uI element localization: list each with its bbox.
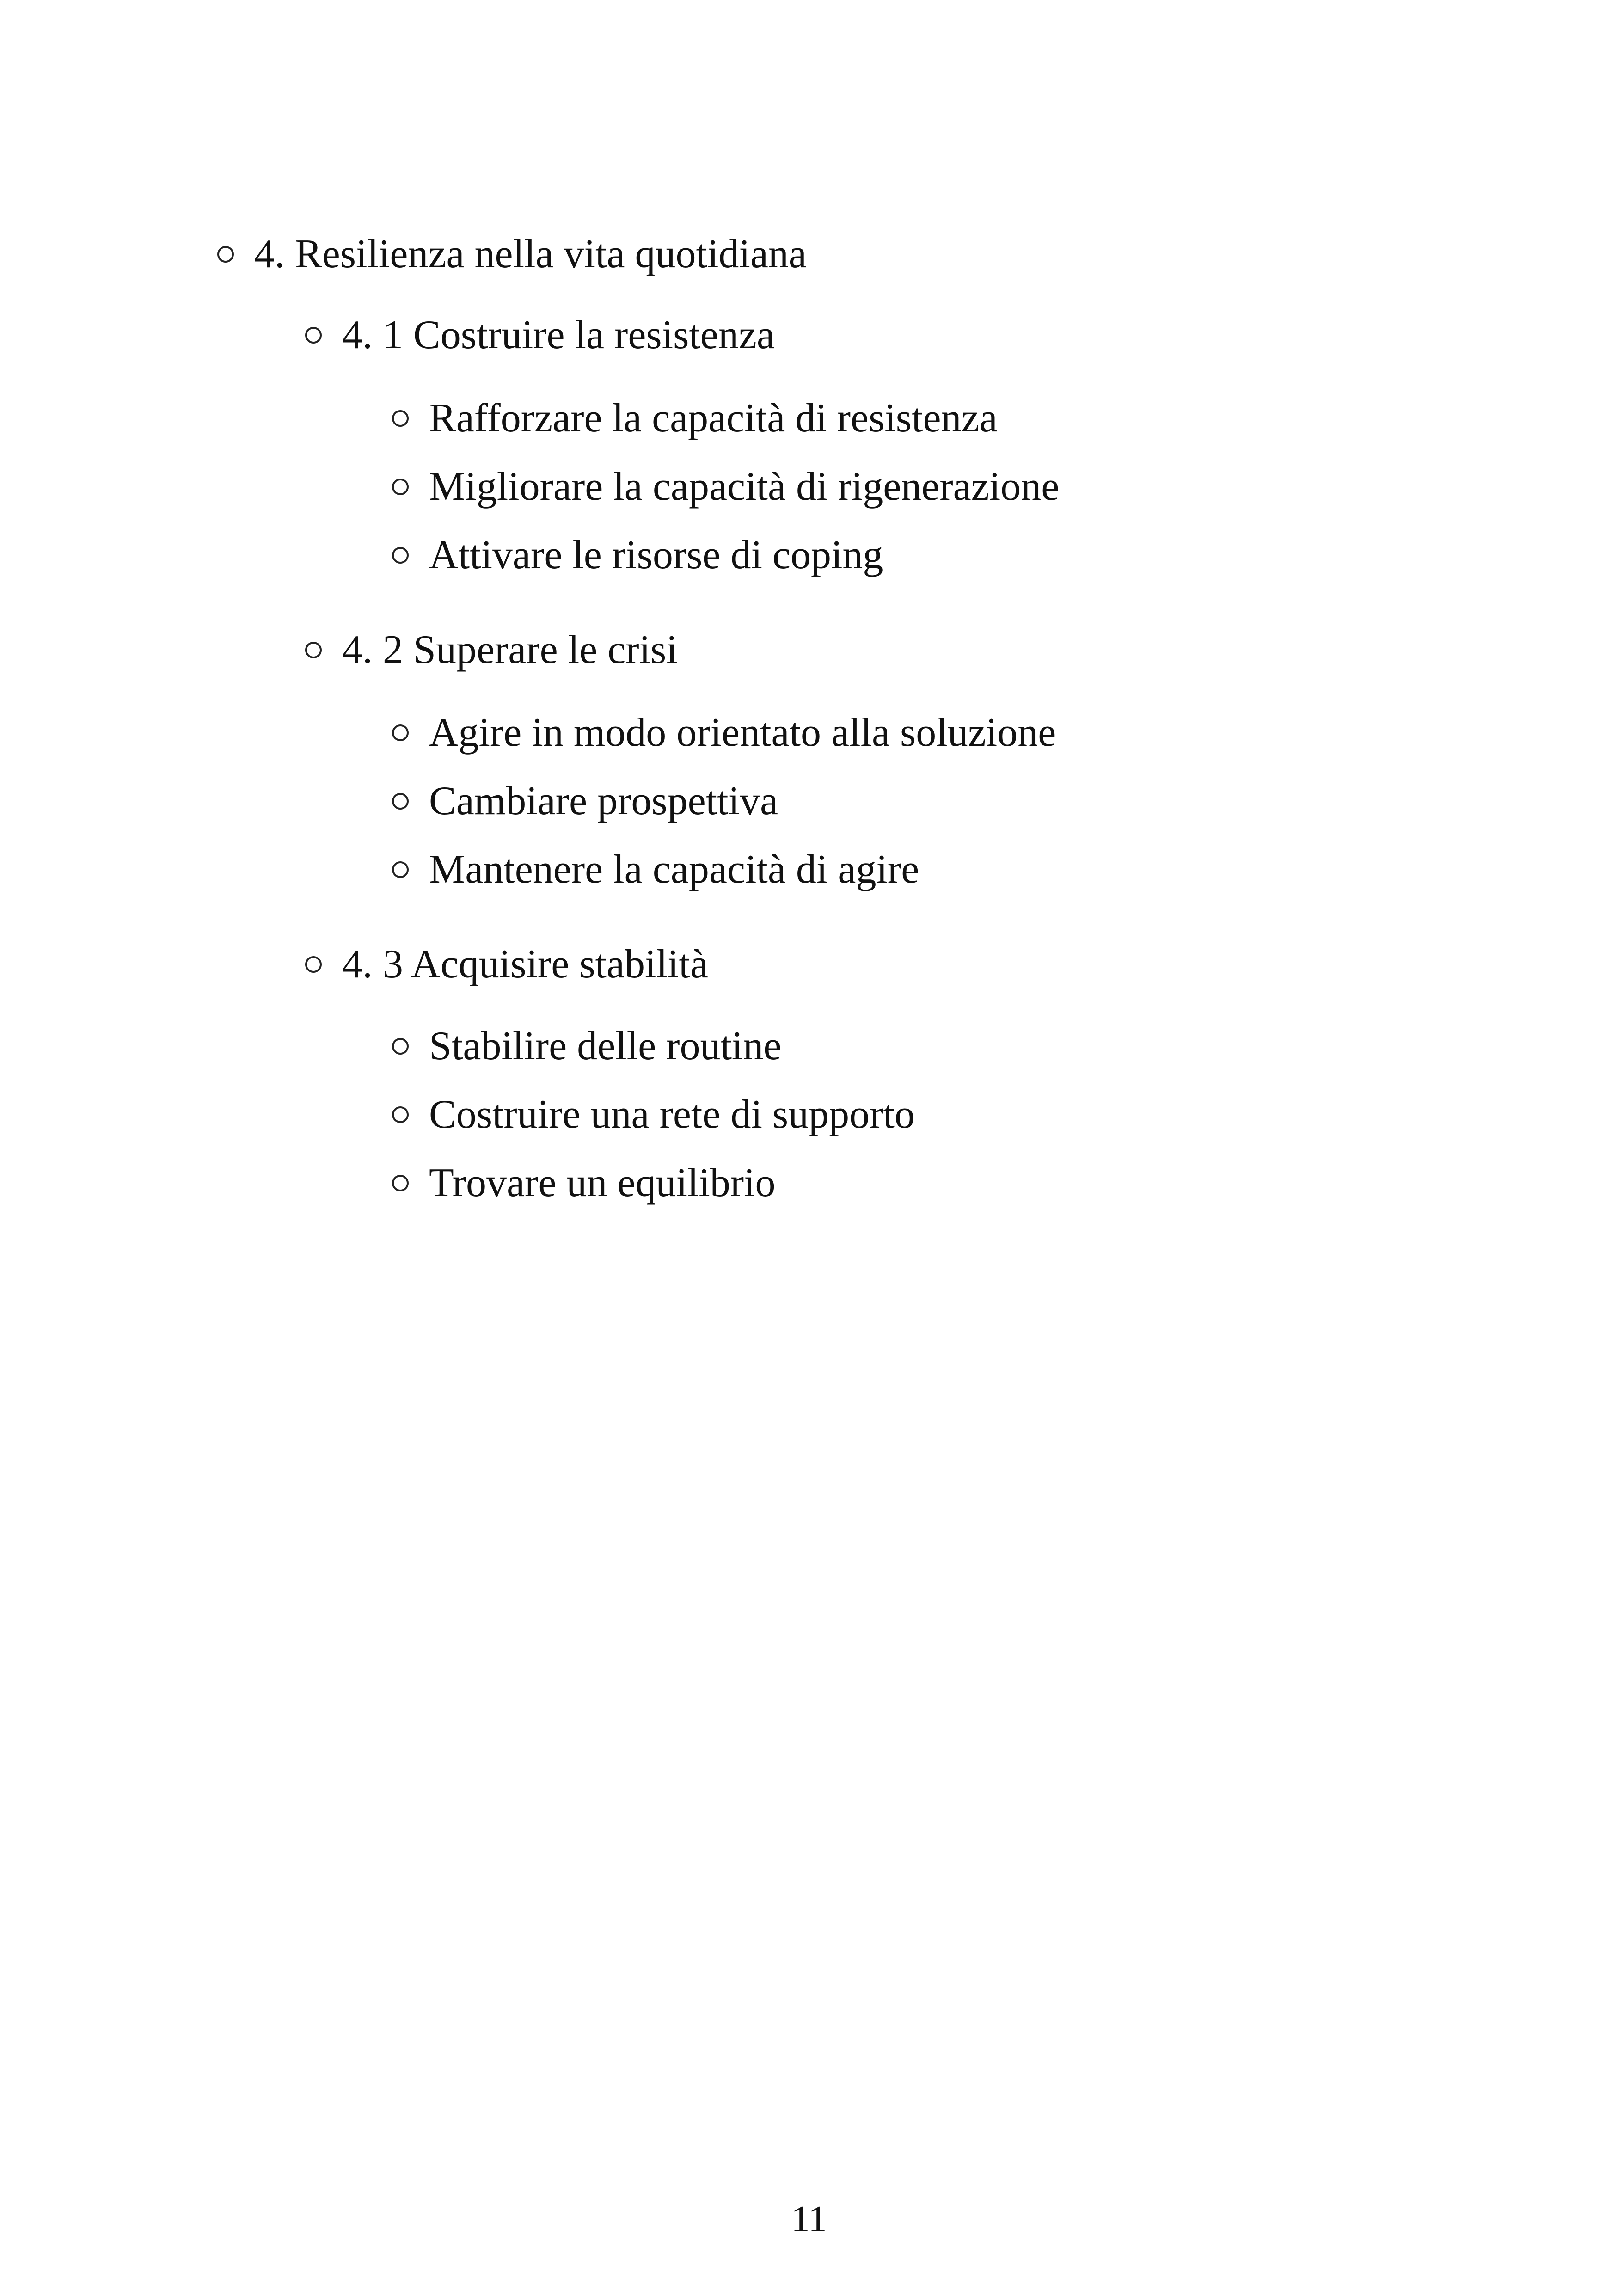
section-heading <box>305 312 775 358</box>
list-item-text: Migliorare la capacità di rigenerazione <box>429 464 1060 509</box>
page-number: 11 <box>791 2199 827 2240</box>
list-item <box>392 464 1059 510</box>
section-heading <box>305 941 708 988</box>
hollow-bullet-icon <box>392 1106 409 1123</box>
list-item <box>392 710 1056 756</box>
section-heading <box>305 627 678 673</box>
section-title: 4. 1 Costruire la resistenza <box>342 313 775 357</box>
list-item-text: Agire in modo orientato alla soluzione <box>429 710 1056 755</box>
hollow-bullet-icon <box>392 793 409 810</box>
chapter-title: 4. Resilienza nella vita quotidiana <box>254 232 807 276</box>
section-title: 4. 3 Acquisire stabilità <box>342 942 708 987</box>
list-item-text: Stabilire delle routine <box>429 1024 782 1068</box>
chapter-heading <box>217 231 807 277</box>
list-item-text: Attivare le risorse di coping <box>429 533 883 577</box>
list-item <box>392 778 778 824</box>
list-item <box>392 847 919 893</box>
list-item-text: Mantenere la capacità di agire <box>429 847 919 892</box>
list-item <box>392 1023 781 1069</box>
hollow-bullet-icon <box>392 1175 409 1191</box>
hollow-bullet-icon <box>392 1038 409 1055</box>
hollow-bullet-icon <box>305 642 322 658</box>
list-item-text: Cambiare prospettiva <box>429 779 778 823</box>
hollow-bullet-icon <box>392 724 409 741</box>
list-item <box>392 532 883 578</box>
section-title: 4. 2 Superare le crisi <box>342 627 678 672</box>
hollow-bullet-icon <box>392 547 409 564</box>
list-item <box>392 395 998 442</box>
hollow-bullet-icon <box>217 246 234 263</box>
list-item <box>392 1160 776 1206</box>
list-item-text: Costruire una rete di supporto <box>429 1092 915 1137</box>
hollow-bullet-icon <box>305 956 322 973</box>
list-item <box>392 1092 915 1138</box>
hollow-bullet-icon <box>392 410 409 427</box>
hollow-bullet-icon <box>392 479 409 495</box>
list-item-text: Rafforzare la capacità di resistenza <box>429 396 998 441</box>
hollow-bullet-icon <box>305 327 322 344</box>
hollow-bullet-icon <box>392 861 409 878</box>
list-item-text: Trovare un equilibrio <box>429 1160 776 1205</box>
